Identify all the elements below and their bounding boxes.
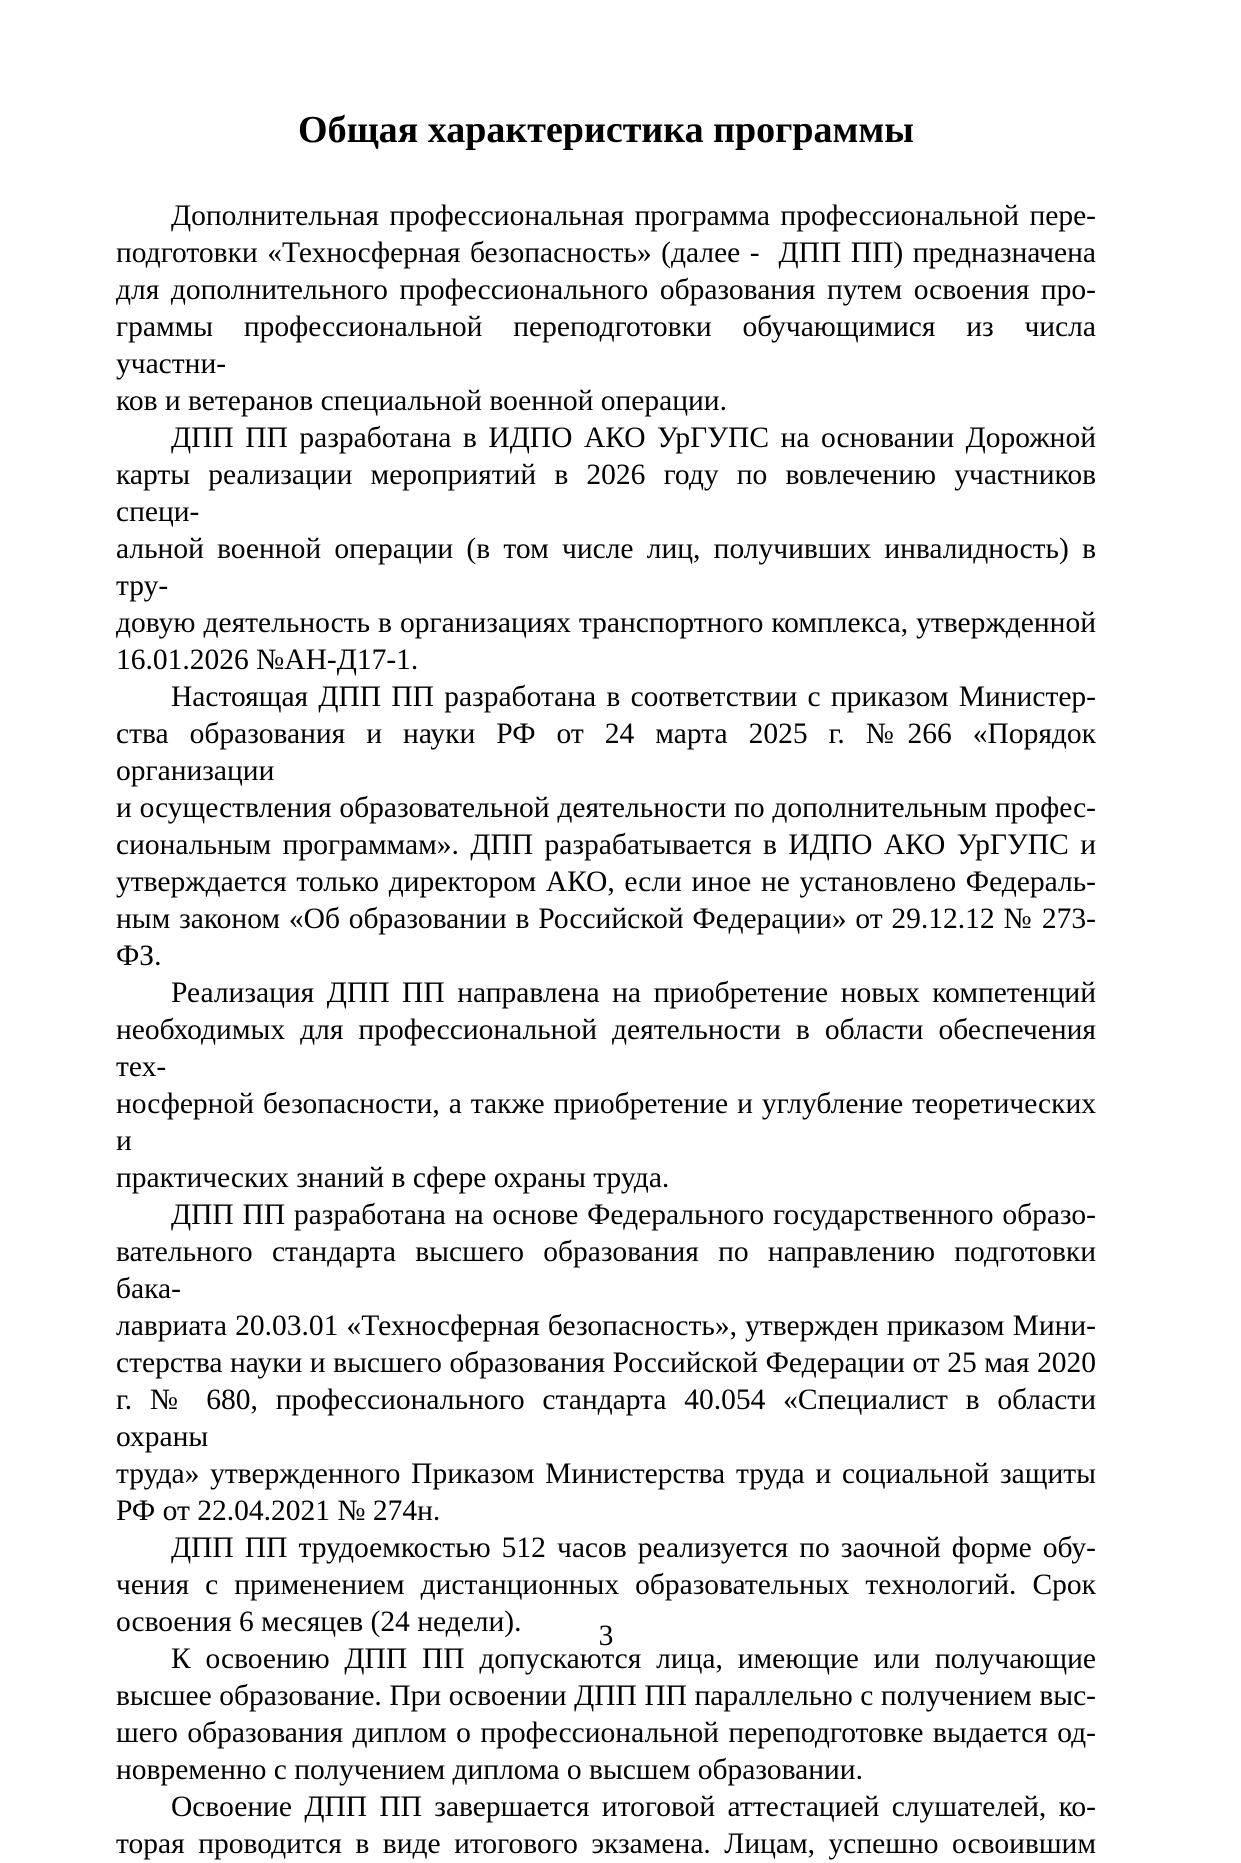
text-line: альной военной операции (в том числе лиц, получивших инвалидность) в тру- [116,533,1096,602]
text-line: сиональным программам». ДПП разрабатывается в ИДПО АКО УрГУПС и [116,829,1096,861]
text-line: Реализация ДПП ПП направлена на приобретение новых компетенций [171,977,1096,1009]
document-body [116,198,1096,1863]
text-line: Освоение ДПП ПП завершается итоговой аттестацией слушателей, ко- [171,1791,1096,1823]
text-line: для дополнительного профессионального образования путем освоения про- [116,274,1096,306]
text-line: утверждается только директором АКО, если иное не установлено Федераль- [116,866,1096,898]
text-line: Настоящая ДПП ПП разработана в соответствии с приказом Министер- [171,681,1096,713]
text-line: вательного стандарта высшего образования по направлению подготовки бака- [116,1236,1096,1305]
text-line: лавриата 20.03.01 «Техносферная безопасность», утвержден приказом Мини- [116,1310,1096,1342]
page-title: Общая характеристика программы [298,109,914,151]
text-line: шего образования диплом о профессиональной переподготовке выдается од- [116,1717,1096,1749]
text-line: необходимых для профессиональной деятельности в области обеспечения тех- [116,1014,1096,1083]
text-line: ным законом «Об образовании в Российской Федерации» от 29.12.12 № 273- [116,903,1096,935]
text-line: ДПП ПП трудоемкостью 512 часов реализуется по заочной форме обу- [171,1532,1096,1564]
text-line: ков и ветеранов специальной военной операции. [116,385,727,417]
text-line: чения с применением дистанционных образовательных технологий. Срок [116,1569,1096,1601]
text-line: граммы профессиональной переподготовки обучающимися из числа участни- [116,311,1096,380]
text-line: высшее образование. При освоении ДПП ПП параллельно с получением выс- [116,1680,1096,1712]
text-line: ства образования и науки РФ от 24 марта 2025 г. №266 «Порядок организации [116,718,1096,787]
text-line: стерства науки и высшего образования Российской Федерации от 25 мая 2020 [116,1347,1096,1379]
text-line: торая проводится в виде итогового экзамена. Лицам, успешно освоившим [116,1828,1096,1860]
text-line: подготовки «Техносферная безопасность» (далее - ДПП ПП) предназначена [116,237,1096,269]
page-number: 3 [598,1620,614,1652]
text-line: довую деятельность в организациях транспортного комплекса, утвержденной [116,607,1096,639]
text-line: г. № 680, профессионального стандарта 40.054 «Специалист в области охраны [116,1384,1096,1453]
text-line: освоения 6 месяцев (24 недели). [116,1606,522,1638]
text-line: и осуществления образовательной деятельности по дополнительным профес- [116,792,1096,824]
text-line: новременно с получением диплома о высшем образовании. [116,1754,863,1786]
text-line: К освоению ДПП ПП допускаются лица, имеющие или получающие [171,1643,1096,1675]
text-line: носферной безопасности, а также приобретение и углубление теоретических и [116,1088,1096,1157]
text-line: практических знаний в сфере охраны труда. [116,1162,670,1194]
text-line: карты реализации мероприятий в 2026 году по вовлечению участников специ- [116,459,1096,528]
text-line: 16.01.2026 №АН-Д17-1. [116,644,419,676]
text-line: ДПП ПП разработана на основе Федерального государственного образо- [171,1199,1096,1231]
text-line: ФЗ. [116,940,162,972]
text-line: РФ от 22.04.2021 № 274н. [116,1495,441,1527]
text-line: труда» утвержденного Приказом Министерства труда и социальной защиты [116,1458,1096,1490]
text-line: ДПП ПП разработана в ИДПО АКО УрГУПС на основании Дорожной [171,422,1096,454]
text-line: Дополнительная профессиональная программа профессиональной пере- [171,200,1096,232]
